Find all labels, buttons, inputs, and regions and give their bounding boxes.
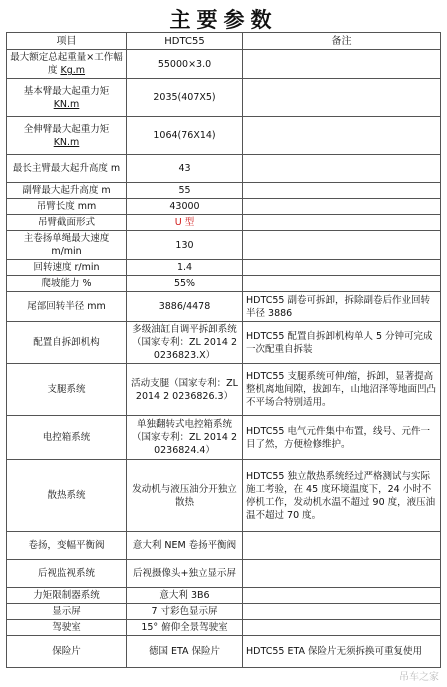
table-row (7, 604, 441, 620)
param-note: HDTC55 电气元件集中布置，线号、元件一目了然，方便检修维护。 (243, 416, 441, 460)
param-note (243, 620, 441, 636)
param-note (243, 532, 441, 560)
table-row (7, 231, 441, 260)
param-name: 主卷扬单绳最大速度 m/min (7, 231, 127, 260)
param-value: 15° 俯仰全景驾驶室 (127, 620, 243, 636)
param-note: HDTC55 支腿系统可伸/缩，拆卸，显著提高整机离地间隙，拔卸车，山地沼泽等地面凹凸不平场合特别适用。 (243, 364, 441, 416)
param-value: 发动机与液压油分开独立散热 (127, 460, 243, 532)
param-value: 3886/4478 (127, 292, 243, 322)
param-note: HDTC55 ETA 保险片无须拆换可重复使用 (243, 636, 441, 668)
param-value: 德国 ETA 保险片 (127, 636, 243, 668)
param-note (243, 117, 441, 155)
table-row (7, 79, 441, 117)
table-row (7, 322, 441, 364)
param-note: HDTC55 独立散热系统经过严格测试与实际施工考验，在 45 度环境温度下，24 小时不停机工作，发动机水温不超过 90 度，液压油温不超过 70 度。 (243, 460, 441, 532)
param-name: 配置自拆卸机构 (7, 322, 127, 364)
param-note (243, 50, 441, 79)
table-row (7, 416, 441, 460)
param-name: 力矩限制器系统 (7, 588, 127, 604)
table-row (7, 117, 441, 155)
param-note (243, 183, 441, 199)
param-note (243, 560, 441, 588)
table-header-row (7, 33, 441, 50)
param-value: 55% (127, 276, 243, 292)
param-value: 意大利 3B6 (127, 588, 243, 604)
param-value: 1064(76X14) (127, 117, 243, 155)
param-note (243, 155, 441, 183)
spec-table (6, 32, 441, 668)
param-name: 支腿系统 (7, 364, 127, 416)
header-note: 备注 (243, 33, 441, 50)
table-row (7, 276, 441, 292)
param-name: 吊臂截面形式 (7, 215, 127, 231)
table-row (7, 620, 441, 636)
param-value: 55000×3.0 (127, 50, 243, 79)
table-row (7, 636, 441, 668)
param-name: 保险片 (7, 636, 127, 668)
param-value: 43000 (127, 199, 243, 215)
param-value: 活动支腿（国家专利：ZL 2014 2 0236826.3） (127, 364, 243, 416)
param-note: HDTC55 副卷可拆卸，拆除副卷后作业回转半径 3886 (243, 292, 441, 322)
param-value: 2035(407X5) (127, 79, 243, 117)
param-note (243, 231, 441, 260)
table-row (7, 532, 441, 560)
param-name: 尾部回转半径 mm (7, 292, 127, 322)
watermark: 吊车之家 (399, 672, 439, 683)
table-row (7, 199, 441, 215)
param-value: 1.4 (127, 260, 243, 276)
table-row (7, 183, 441, 199)
param-note: HDTC55 配置自拆卸机构单人 5 分钟可完成一次配重自拆装 (243, 322, 441, 364)
table-row (7, 460, 441, 532)
param-name: 卷扬，变幅平衡阀 (7, 532, 127, 560)
table-row (7, 588, 441, 604)
table-row (7, 292, 441, 322)
param-name: 回转速度 r/min (7, 260, 127, 276)
table-row (7, 260, 441, 276)
table-row (7, 560, 441, 588)
param-name: 最长主臂最大起升高度 m (7, 155, 127, 183)
param-value: 后视摄像头+独立显示屏 (127, 560, 243, 588)
param-note (243, 276, 441, 292)
param-note (243, 604, 441, 620)
header-item: 项目 (7, 33, 127, 50)
param-value: 55 (127, 183, 243, 199)
param-note (243, 215, 441, 231)
param-value: 43 (127, 155, 243, 183)
page-title: 主要参数 (169, 8, 278, 32)
table-row (7, 50, 441, 79)
param-name: 基本臂最大起重力矩 KN.m (7, 79, 127, 117)
param-note (243, 199, 441, 215)
param-note (243, 588, 441, 604)
table-row (7, 364, 441, 416)
param-value: 多级油缸自调平拆卸系统（国家专利：ZL 2014 2 0236823.X） (127, 322, 243, 364)
table-row (7, 155, 441, 183)
table-row (7, 215, 441, 231)
param-name: 驾驶室 (7, 620, 127, 636)
param-name: 全伸臂最大起重力矩 KN.m (7, 117, 127, 155)
param-note (243, 79, 441, 117)
param-name: 最大额定总起重量×工作幅度 Kg.m (7, 50, 127, 79)
param-name: 显示屏 (7, 604, 127, 620)
param-value: U 型 (127, 215, 243, 231)
param-value: 130 (127, 231, 243, 260)
param-name: 电控箱系统 (7, 416, 127, 460)
param-name: 吊臂长度 mm (7, 199, 127, 215)
param-name: 散热系统 (7, 460, 127, 532)
param-value: 单独翻转式电控箱系统（国家专利：ZL 2014 2 0236824.4） (127, 416, 243, 460)
param-value: 7 寸彩色显示屏 (127, 604, 243, 620)
param-name: 副臂最大起升高度 m (7, 183, 127, 199)
param-name: 爬坡能力 % (7, 276, 127, 292)
param-name: 后视监视系统 (7, 560, 127, 588)
param-note (243, 260, 441, 276)
param-value: 意大利 NEM 卷扬平衡阀 (127, 532, 243, 560)
header-model: HDTC55 (127, 33, 243, 50)
